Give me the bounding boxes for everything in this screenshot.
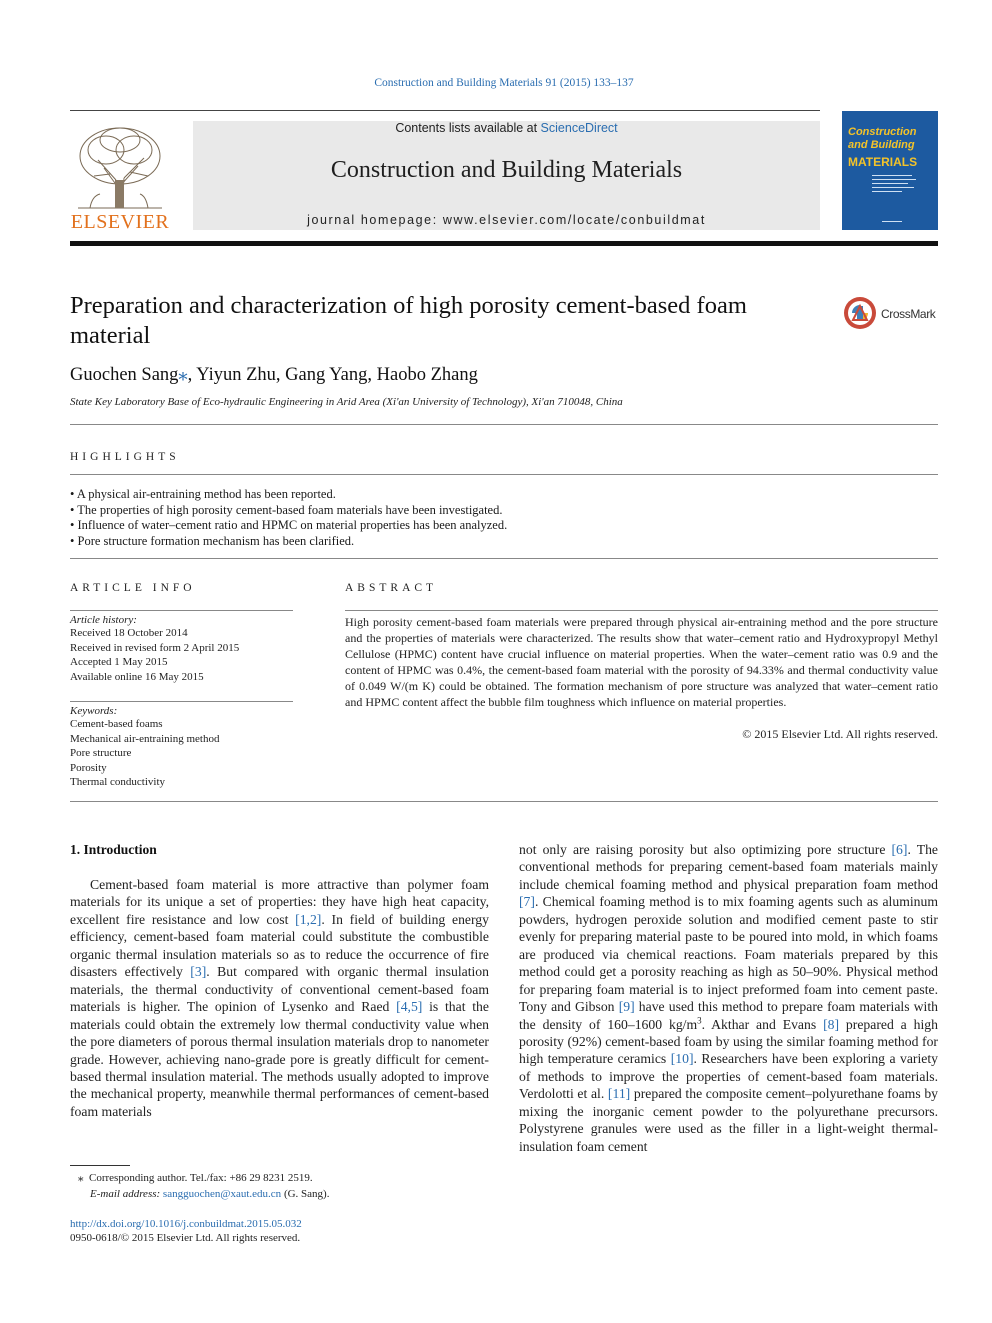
list-item: • Influence of water–cement ratio and HPMC on material properties has been analyzed. [70,518,508,532]
highlights-list [70,487,930,549]
cover-detail [872,191,902,192]
homepage-link[interactable]: www.elsevier.com/locate/conbuildmat [442,213,706,227]
highlights-heading: HIGHLIGHTS [70,451,180,463]
divider [70,474,938,475]
list-item: • The properties of high porosity cement-based foam materials have been investigated. [70,502,503,517]
keyword: Cement-based foams [70,718,163,730]
citation-link[interactable]: [6] [891,842,908,857]
affiliation: State Key Laboratory Base of Eco-hydraulic Engineering in Arid Area (Xi'an University of Technology), Xi'an 710048, China [70,396,623,408]
journal-title: Construction and Building Materials [330,157,683,183]
journal-homepage: journal homepage: www.elsevier.com/locate/conbuildmat [307,213,706,227]
keywords [70,705,293,790]
list-item: • Pore structure formation mechanism has been clarified. [70,533,355,548]
keyword: Mechanical air-entraining method [70,732,220,745]
intro-paragraph-continued: not only are raising porosity but also optimizing pore structure [6]. The conventional methods for preparing cement-based foam materials mainly include chemical foaming method and physical preparation foam method [7]. Chemical foaming method is to mix foaming agents such as aluminum powders, hydrogen peroxide solution and modified cement paste to stir evenly for preparing material paste to be poured into mold, in which foams are produced via chemical reactions. Foam materials prepared by this method could get a porosity reaching as high as 50–90%. Physical method for preparing foam material is to inject preformed foam into cement paste. Tony and Gibson [9] have used this method to prepare foam materials with the density of 160–1600 $kg/m^3$. Akthar and Evans [8] prepared a high porosity (92%) cement-based foam by using the similar foaming method for high temperature ceramics [10]. Researchers have been exploring a variety of methods to improve the properties of cement-based foam materials. Verdolotti et al. [11] prepared the composite cement–polyurethane foams by mixing the inorganic cement powder to the polyurethane precursors. Polystyrene granules were used as the filler in a light-weight thermal-insulation foam cement [519,842,939,1154]
article-title: Preparation and characterization of high porosity cement-based foam material [70,292,747,349]
divider [70,424,938,425]
journal-banner [193,121,820,230]
author-name: Guochen Sang [70,365,179,385]
crossmark-label: CrossMark [881,307,936,321]
cover-detail [872,183,908,184]
history-item: Accepted 1 May 2015 [70,656,168,668]
abstract-text: High porosity cement-based foam materials were prepared through physical air-entraining method and the pore structure and the properties of materials were characterized. The results show that water–cement ratio and Hydroxypropyl Methyl Cellulose (HPMC) content have crucial influence on material properties. When the water–cement ratio was 0.9 and the content of HPMC was 0.4%, the cement-based foam material with the porosity of 94.33% and thermal conductivity value of 0.049 W/(m K) could be obtained. The formation mechanism of pore structure was analyzed that water–cement ratio and HPMC content affect the bubble film toughness which influence on material properties. [345,615,938,709]
cover-detail [872,187,914,188]
crossmark-icon [843,296,877,330]
article-history [70,614,293,684]
citation-link[interactable]: [10] [670,1051,694,1067]
elsevier-wordmark: ELSEVIER [70,211,170,233]
email-link[interactable]: sangguochen@xaut.edu.cn [162,1188,282,1200]
issn-line: 0950-0618/© 2015 Elsevier Ltd. All rights reserved. [70,1232,301,1244]
keywords-label: Keywords: [70,705,118,717]
divider [345,610,938,611]
section-heading: 1. Introduction [70,842,157,857]
history-item: Received in revised form 2 April 2015 [70,641,240,654]
doi-link[interactable]: http://dx.doi.org/10.1016/j.conbuildmat.2015.05.032 [70,1218,302,1230]
citation-link[interactable]: [7] [519,894,535,910]
cover-detail [872,179,916,180]
citation-link[interactable]: [4,5] [396,999,423,1015]
divider [70,558,938,559]
keyword: Thermal conductivity [70,776,165,788]
cover-title: Construction and Building [848,126,917,151]
abstract-copyright: © 2015 Elsevier Ltd. All rights reserved. [742,727,938,741]
divider [70,801,938,802]
citation-link[interactable]: [9] [618,999,635,1015]
abstract-heading: ABSTRACT [345,582,438,594]
list-item: • A physical air-entraining method has been reported. [70,487,336,501]
author-names: , Yiyun Zhu, Gang Yang, Haobo Zhang [187,365,478,385]
citation-link[interactable]: [3] [190,964,207,980]
cover-detail [872,175,912,176]
divider [70,701,293,702]
intro-paragraph: Cement-based foam material is more attractive than polymer foam materials for its unique a set of properties: they have high heat capacity, excellent fire resistance and low cost [1,2]. In field of building energy efficiency, cement-based foam material could substitute the combustible organic thermal insulation materials so as to reduce the occurrence of fire disasters effectively [3]. But compared with organic thermal insulation materials, the thermal conductivity of conventional cement-based foam materials is higher. The opinion of Lysenko and Raed [4,5] is that the materials could obtain the extremely low thermal conductivity value when the pore diameters of porous thermal insulation materials drop to nanometer grade. However, achieving nano-grade pore is greatly difficult for cement-based thermal insulation material. The methods usually adopted to improve the mechanical property, meanwhile thermal performances of cement-based foam materials [70,877,489,1119]
email-line: E-mail address: sangguochen@xaut.edu.cn (G. Sang). [90,1188,330,1200]
corresponding-author-mark[interactable]: ⁎ [178,365,188,385]
citation-link[interactable]: [1,2] [295,911,322,927]
contents-line: Contents lists available at ScienceDirect [395,121,618,135]
crossmark-button[interactable] [843,296,943,332]
header-rule [70,110,820,111]
header-thick-rule [70,241,938,246]
keyword: Pore structure [70,747,132,759]
keyword: Porosity [70,761,107,774]
history-item: Available online 16 May 2015 [70,670,204,683]
cover-materials: MATERIALS [848,155,918,169]
journal-reference[interactable]: Construction and Building Materials 91 (2015) 133–137 [374,77,634,89]
journal-cover-image [842,111,938,230]
cover-detail [882,221,902,222]
author-list [70,364,478,386]
citation-link[interactable]: [8] [823,1016,840,1032]
divider [70,610,293,611]
article-info-heading: ARTICLE INFO [70,582,196,594]
footnote [78,1170,498,1202]
footnote-rule [70,1165,130,1166]
sciencedirect-link[interactable]: ScienceDirect [540,121,618,135]
history-item: Received 18 October 2014 [70,627,188,639]
citation-link[interactable]: [11] [607,1086,631,1102]
history-label: Article history: [70,614,137,626]
corresponding-author-note: ⁎ Corresponding author. Tel./fax: +86 29 8231 2519. [78,1172,313,1184]
